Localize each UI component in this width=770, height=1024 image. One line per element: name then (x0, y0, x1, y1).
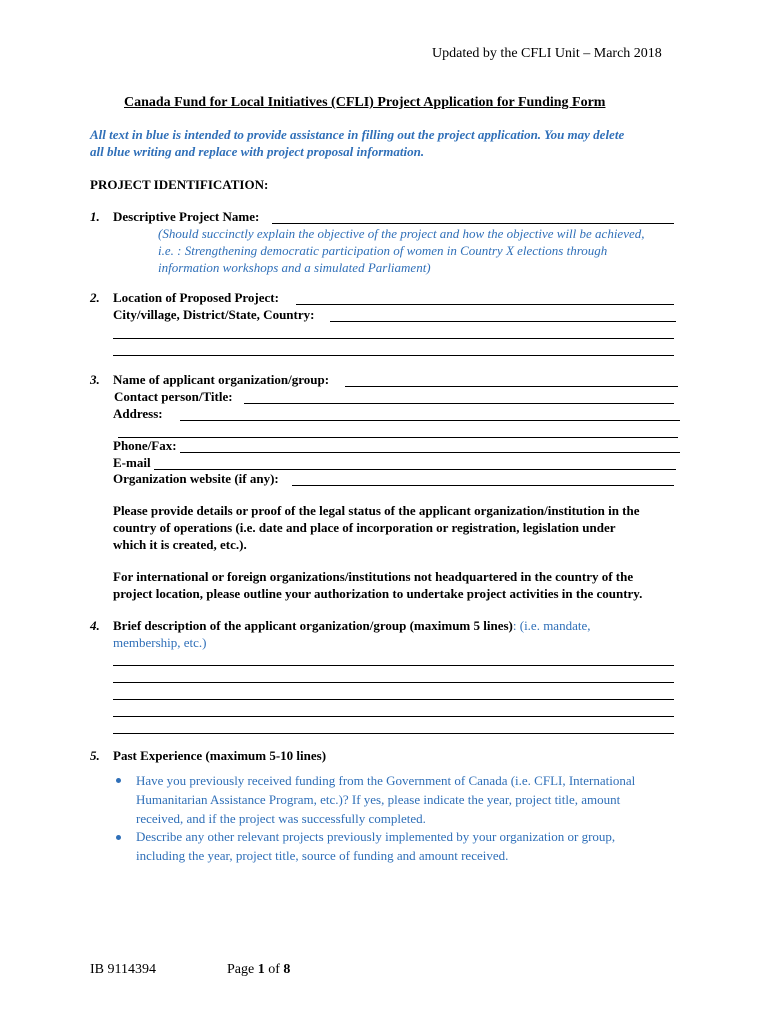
q3-legal-line-2: country of operations (i.e. date and place of incorporation or registration, legislation under (113, 520, 616, 535)
q3-address-field[interactable] (180, 420, 680, 421)
q4-heading (113, 618, 590, 634)
q3-intl-line-1: For international or foreign organizations/institutions not headquartered in the country of the (113, 569, 634, 584)
q1-project-name-field[interactable] (272, 223, 674, 224)
q1-label: Descriptive Project Name: (113, 209, 260, 224)
form-title: Canada Fund for Local Initiatives (CFLI) Project Application for Funding Form (124, 95, 606, 110)
footer-doc-id: IB 9114394 (90, 962, 156, 977)
q4-answer-line-3[interactable] (113, 699, 674, 700)
q5-bullet2-line-1: Describe any other relevant projects previously implemented by your organization or group, (136, 829, 616, 844)
q3-phone-field[interactable] (180, 452, 680, 453)
footer-page-indicator (227, 962, 290, 978)
q3-phone-label: Phone/Fax: (113, 438, 177, 453)
q3-org-label: Name of applicant organization/group: (113, 372, 330, 387)
q3-address-label: Address: (113, 406, 163, 421)
q3-email-label: E-mail (113, 455, 151, 470)
q2-location-label: Location of Proposed Project: (113, 290, 279, 305)
q2-extra-line-2[interactable] (113, 355, 674, 356)
q4-help-inline: : (i.e. mandate, (512, 618, 591, 633)
intro-line-2: all blue writing and replace with project proposal information. (90, 144, 425, 159)
q3-contact-label: Contact person/Title: (114, 389, 233, 404)
q2-extra-line-1[interactable] (113, 338, 674, 339)
footer-of-word: of (268, 962, 280, 977)
q3-address-field-2[interactable] (118, 437, 678, 438)
q2-city-label: City/village, District/State, Country: (113, 307, 315, 322)
q3-website-field[interactable] (292, 485, 674, 486)
footer-page-total: 8 (283, 962, 291, 977)
q5-label: Past Experience (maximum 5-10 lines) (113, 748, 327, 763)
document-update-note: Updated by the CFLI Unit – March 2018 (432, 46, 662, 61)
q4-answer-line-2[interactable] (113, 682, 674, 683)
q5-bullet1-line-1: Have you previously received funding from the Government of Canada (i.e. CFLI, International (136, 773, 636, 788)
q1-help-line-3: information workshops and a simulated Parliament) (158, 260, 431, 275)
bullet-dot-icon (116, 835, 121, 840)
q1-number: 1. (90, 209, 100, 224)
q4-help-line-2: membership, etc.) (113, 635, 207, 650)
q4-answer-line-4[interactable] (113, 716, 674, 717)
q5-bullet1-line-3: received, and if the project was successfully completed. (136, 811, 426, 826)
q1-help-line-2: i.e. : Strengthening democratic participation of women in Country X elections through (158, 243, 608, 258)
q3-org-field[interactable] (345, 386, 678, 387)
q2-city-field[interactable] (330, 321, 676, 322)
q4-number: 4. (90, 618, 100, 633)
q4-answer-line-5[interactable] (113, 733, 674, 734)
q3-intl-line-2: project location, please outline your authorization to undertake project activities in the country. (113, 586, 643, 601)
footer-page-num: 1 (257, 962, 265, 977)
bullet-dot-icon (116, 778, 121, 783)
q5-bullet2-line-2: including the year, project title, source of funding and amount received. (136, 848, 509, 863)
q2-number: 2. (90, 290, 100, 305)
q2-location-field[interactable] (296, 304, 674, 305)
intro-line-1: All text in blue is intended to provide assistance in filling out the project application. You may delete (90, 127, 625, 142)
q3-legal-line-3: which it is created, etc.). (113, 537, 247, 552)
q3-email-field[interactable] (154, 469, 676, 470)
q5-number: 5. (90, 748, 100, 763)
q5-bullet1-line-2: Humanitarian Assistance Program, etc.)? If yes, please indicate the year, project title, amount (136, 792, 621, 807)
q1-help-line-1: (Should succinctly explain the objective of the project and how the objective will be achieved, (158, 226, 645, 241)
q4-label: Brief description of the applicant organization/group (maximum 5 lines) (113, 618, 513, 633)
footer-page-word: Page (227, 962, 255, 977)
q3-website-label: Organization website (if any): (113, 471, 279, 486)
q3-number: 3. (90, 372, 100, 387)
q3-contact-field[interactable] (244, 403, 674, 404)
q3-legal-line-1: Please provide details or proof of the legal status of the applicant organization/institution in the (113, 503, 640, 518)
section-heading: PROJECT IDENTIFICATION: (90, 177, 269, 192)
q4-answer-line-1[interactable] (113, 665, 674, 666)
